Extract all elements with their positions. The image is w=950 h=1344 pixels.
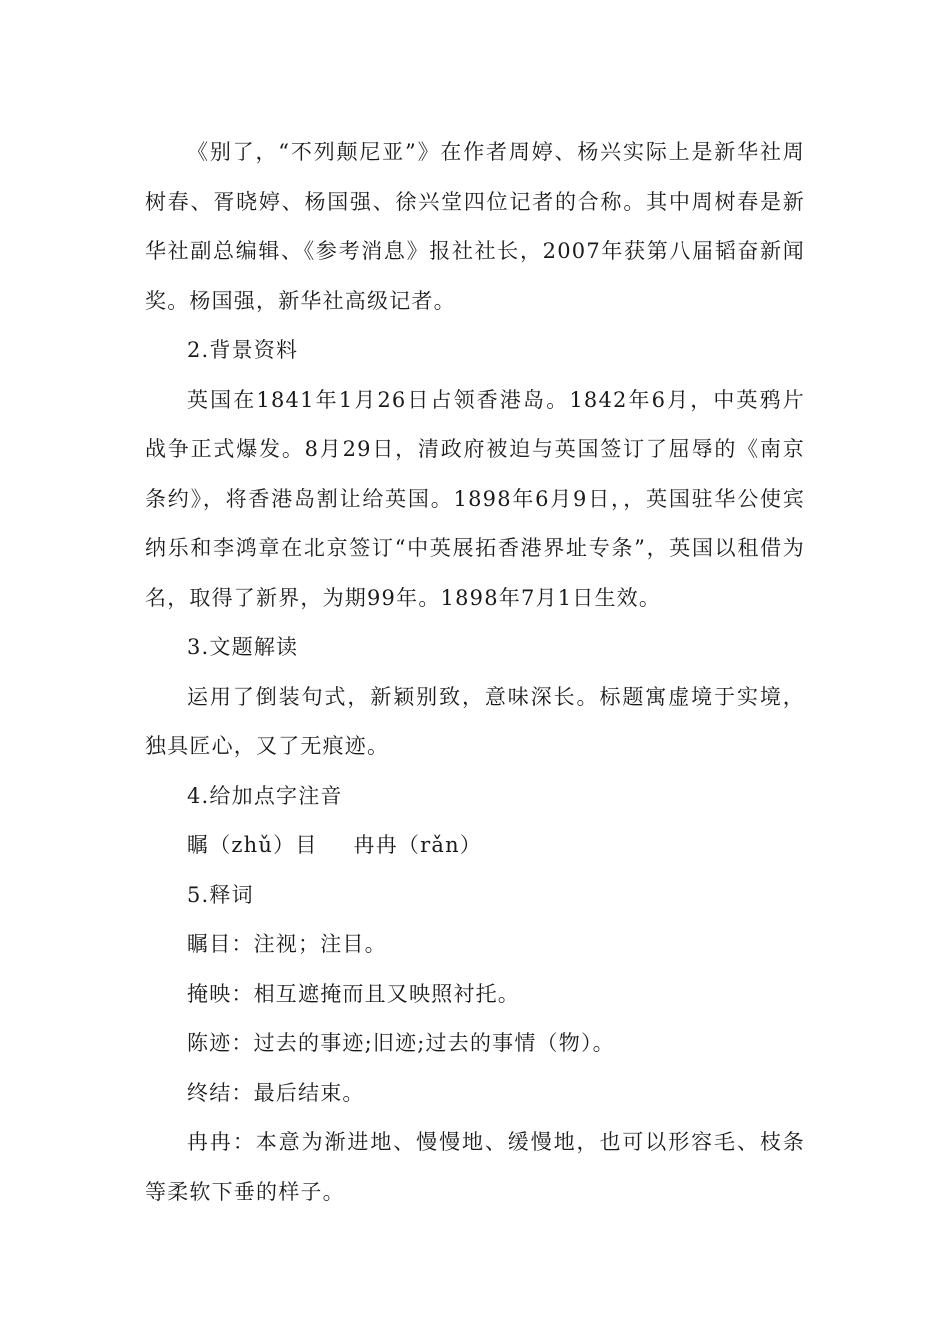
vocab-item: 陈迹：过去的事迹;旧迹;过去的事情（物）。 [187,1031,615,1055]
background-paragraph: 英国在1841年1月26日占领香港岛。1842年6月，中英鸦片战争正式爆发。8月29日，清政府被迫与英国签订了屈辱的《南京条约》，将香港岛割让给英国。1898年6月9日，，英国驻华公使宾纳乐和李鸿章在北京签订“中英展拓香港界址专条”，英国以租借为名，取得了新界，为期99年。1898年7月1日生效。 [145,387,805,610]
pinyin-item: 冉冉（rǎn） [353,833,482,857]
author-intro-paragraph: 《别了，“不列颠尼亚”》在作者周婷、杨兴实际上是新华社周树春、胥晓婷、杨国强、徐兴堂四位记者的合称。其中周树春是新华社副总编辑、《参考消息》报社社长，2007年获第八届韬奋新闻奖。杨国强，新华社高级记者。 [145,140,805,313]
background-heading: 2.背景资料 [187,338,299,362]
vocab-item: 掩映：相互遮掩而且又映照衬托。 [187,981,520,1006]
title-interpretation-heading: 3.文题解读 [187,635,299,659]
vocab-item-last: 冉冉：本意为渐进地、慢慢地、缓慢地，也可以形容毛、枝条等柔软下垂的样子。 [145,1130,805,1204]
vocab-item: 瞩目：注视；注目。 [187,932,387,956]
pinyin-row [145,821,805,871]
pinyin-item: 瞩（zhǔ）目 [187,833,318,857]
document-body [145,128,805,1217]
title-interpretation-paragraph: 运用了倒装句式，新颖别致，意味深长。标题寓虚境于实境，独具匠心，又了无痕迹。 [145,684,805,758]
pinyin-heading: 4.给加点字注音 [187,783,343,808]
vocab-item: 终结：最后结束。 [187,1080,365,1105]
vocab-heading: 5.释词 [187,882,254,907]
